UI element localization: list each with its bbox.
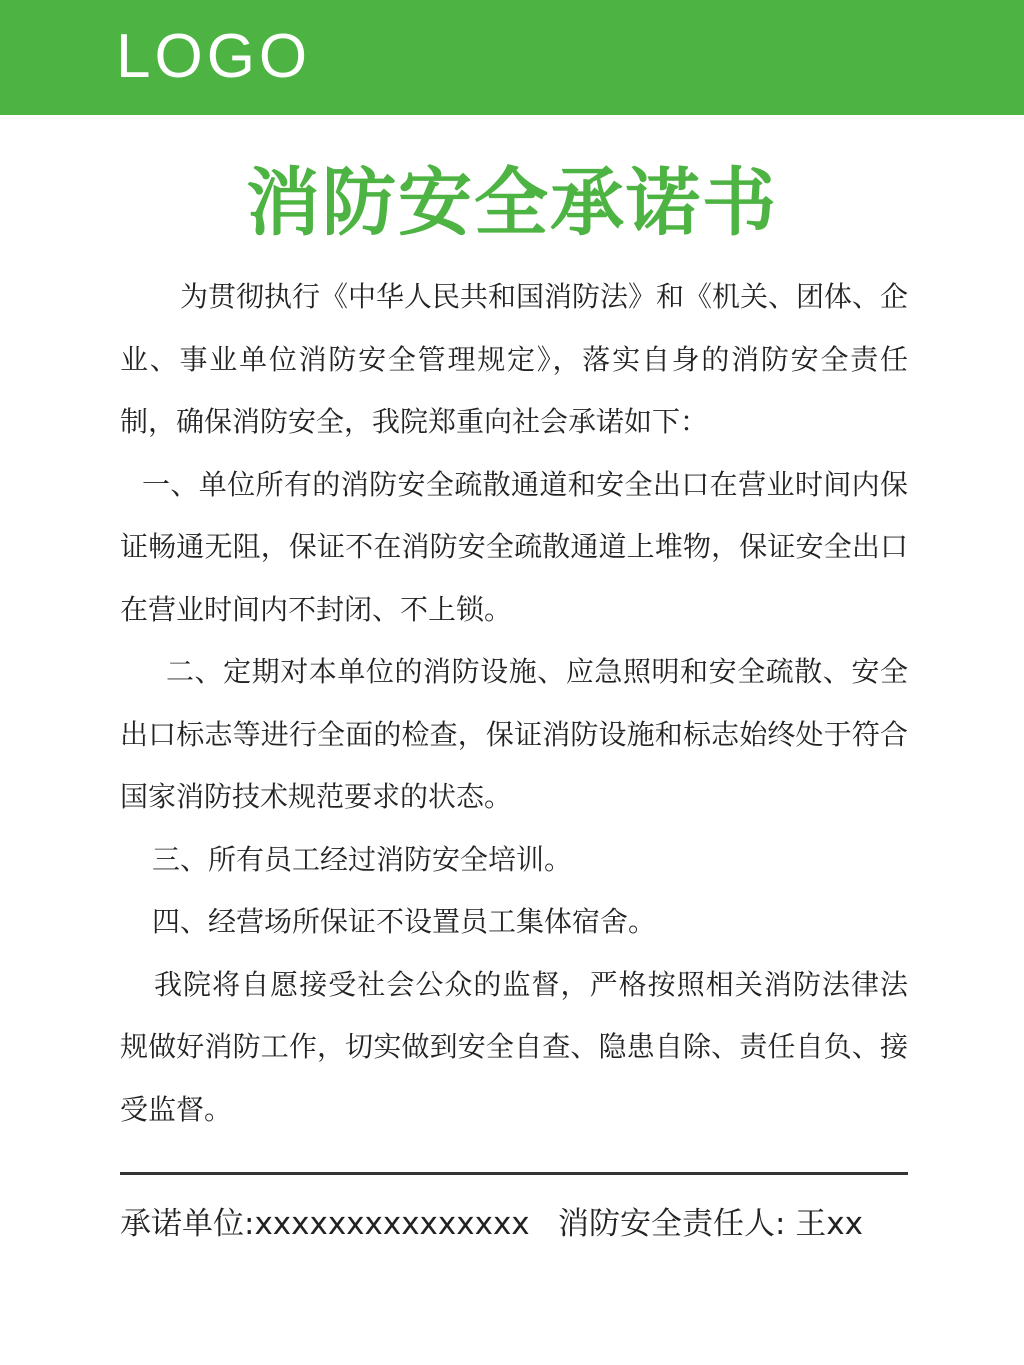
document-body (120, 266, 908, 1141)
commitment-unit: 承诺单位:xxxxxxxxxxxxxxx (120, 1206, 530, 1242)
logo: LOGO (116, 22, 312, 91)
document-title: 消防安全承诺书 (246, 160, 778, 246)
commitment-item-2: 二、定期对本单位的消防设施、应急照明和安全疏散、安全出口标志等进行全面的检查，保证消防设施和标志始终处于符合国家消防技术规范要求的状态。 (120, 655, 908, 813)
commitment-item-1: 一、单位所有的消防安全疏散通道和安全出口在营业时间内保证畅通无阻，保证不在消防安全疏散通道上堆物，保证安全出口在营业时间内不封闭、不上锁。 (120, 467, 908, 626)
header-bar (0, 0, 1024, 115)
commitment-item-4: 四、经营场所保证不设置员工集体宿舍。 (152, 905, 657, 938)
footer-divider (120, 1172, 908, 1175)
intro-paragraph: 为贯彻执行《中华人民共和国消防法》和《机关、团体、企业、事业单位消防安全管理规定》，落实自身的消防安全责任制，确保消防安全，我院郑重向社会承诺如下： (120, 280, 909, 438)
responsible-person: 消防安全责任人: 王xx (558, 1206, 863, 1242)
closing-paragraph: 我院将自愿接受社会公众的监督，严格按照相关消防法律法规做好消防工作，切实做到安全自查、隐患自除、责任自负、接受监督。 (120, 967, 908, 1126)
commitment-item-3: 三、所有员工经过消防安全培训。 (152, 842, 573, 876)
